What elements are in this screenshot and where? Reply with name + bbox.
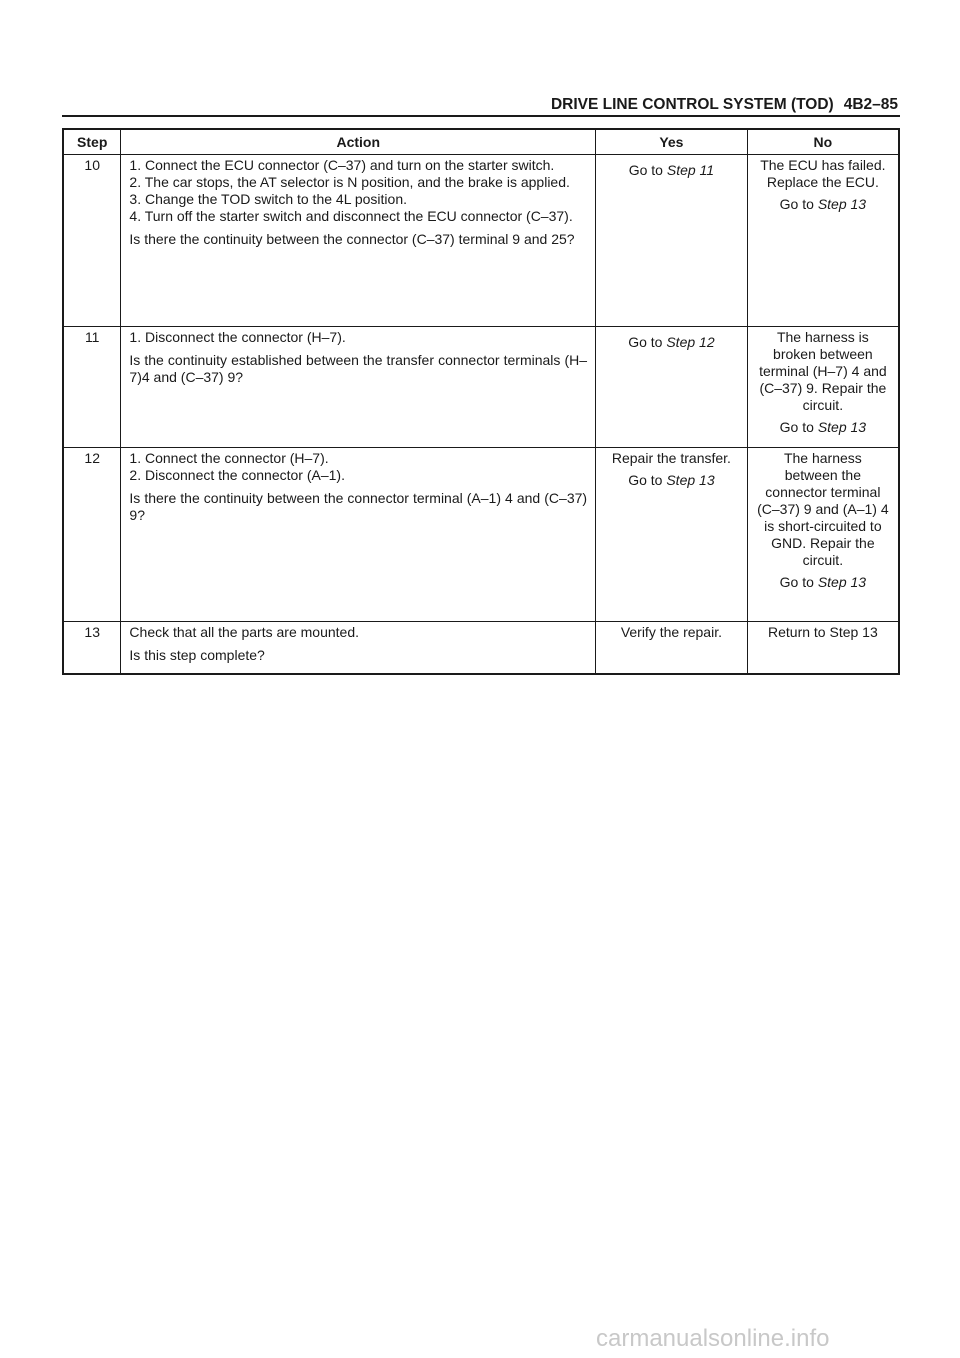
yes-result: Repair the transfer. (611, 450, 731, 466)
action-list (129, 450, 587, 484)
table-row (63, 327, 899, 448)
yes-cell (596, 448, 748, 622)
no-goto: Go to Step 13 (779, 574, 867, 590)
column-header-action: Action (121, 129, 596, 155)
action-intro: Check that all the parts are mounted. (129, 624, 359, 640)
no-cell (747, 622, 899, 674)
action-question: Is the continuity established between the transfer connector terminals (H–7)4 and (C–37) 9? (129, 352, 588, 385)
list-item: 1. Connect the connector (H–7). (129, 450, 329, 466)
list-item: 4. Turn off the starter switch and disconnect the ECU connector (C–37). (129, 208, 573, 224)
diagnostic-table (62, 128, 900, 675)
step-number: 10 (63, 155, 121, 327)
site-watermark: carmanualsonline.info (596, 1325, 830, 1352)
list-item: 2. Disconnect the connector (A–1). (129, 467, 345, 483)
list-item: 3. Change the TOD switch to the 4L position. (129, 191, 407, 207)
no-result: The harness is broken between terminal (H–7) 4 and (C–37) 9. Repair the circuit. (759, 329, 887, 413)
no-cell (747, 448, 899, 622)
list-item: 2. The car stops, the AT selector is N position, and the brake is applied. (129, 174, 570, 190)
yes-goto: Go to Step 12 (628, 334, 715, 350)
yes-result: Verify the repair. (620, 624, 722, 640)
action-question: Is there the continuity between the connector terminal (A–1) 4 and (C–37) 9? (129, 490, 588, 523)
action-question: Is there the continuity between the connector (C–37) terminal 9 and 25? (129, 231, 575, 247)
table-row (63, 622, 899, 674)
no-goto: Go to Step 13 (779, 196, 867, 212)
action-cell (121, 622, 596, 674)
no-cell (747, 155, 899, 327)
column-header-no: No (747, 129, 899, 155)
yes-cell (596, 327, 748, 448)
no-result: Return to Step 13 (768, 624, 878, 640)
action-question: Is this step complete? (129, 647, 265, 663)
column-header-step: Step (63, 129, 121, 155)
list-item: 1. Connect the ECU connector (C–37) and turn on the starter switch. (129, 157, 555, 173)
header-divider (62, 115, 900, 117)
action-cell (121, 327, 596, 448)
step-number: 12 (63, 448, 121, 622)
table-row (63, 448, 899, 622)
step-link: Step 13 (817, 574, 867, 590)
step-link: Step 11 (666, 162, 715, 178)
step-link: Step 12 (666, 334, 715, 350)
action-list (129, 329, 587, 346)
action-cell (121, 155, 596, 327)
page-number: 4B2–85 (843, 96, 898, 113)
step-link: Step 13 (817, 419, 867, 435)
yes-cell (596, 622, 748, 674)
table-row (63, 155, 899, 327)
action-list (129, 157, 587, 225)
step-link: Step 13 (817, 196, 867, 212)
no-result: The ECU has failed. Replace the ECU. (760, 157, 886, 190)
yes-goto: Go to Step 11 (628, 162, 715, 178)
action-cell (121, 448, 596, 622)
no-cell (747, 327, 899, 448)
step-link: Step 13 (666, 472, 715, 488)
list-item: 1. Disconnect the connector (H–7). (129, 329, 346, 345)
no-result: The harness between the connector terminal (C–37) 9 and (A–1) 4 is short-circuited to GND. Repair the circuit. (757, 450, 889, 568)
yes-cell (596, 155, 748, 327)
step-number: 13 (63, 622, 121, 674)
column-header-yes: Yes (596, 129, 748, 155)
section-title: DRIVE LINE CONTROL SYSTEM (TOD) (550, 96, 834, 113)
yes-goto: Go to Step 13 (628, 472, 715, 488)
table-header-row (63, 129, 899, 155)
no-goto: Go to Step 13 (779, 419, 867, 435)
page-header (62, 90, 898, 114)
step-number: 11 (63, 327, 121, 448)
